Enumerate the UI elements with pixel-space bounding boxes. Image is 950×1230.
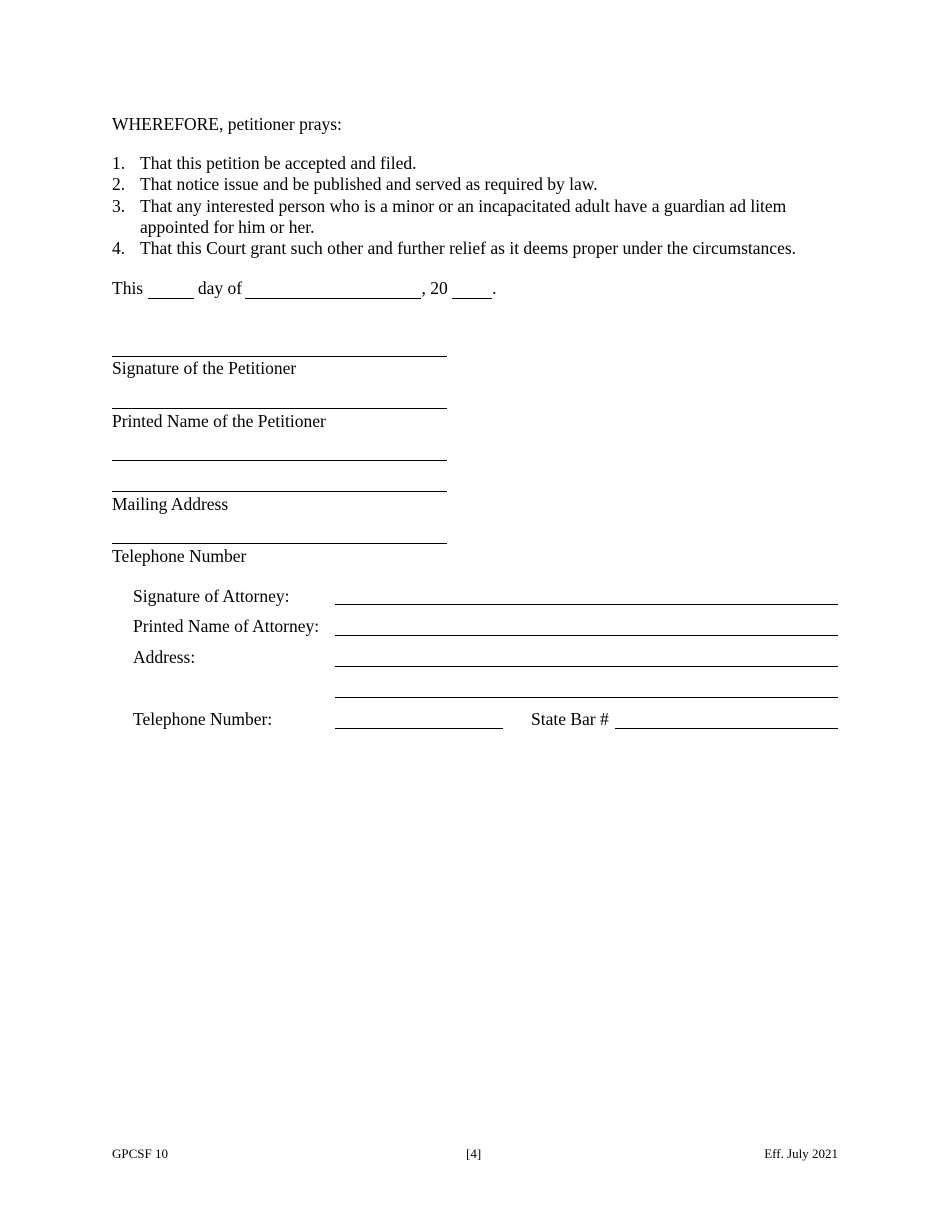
date-end: . [492, 278, 497, 298]
petitioner-address-line-1[interactable] [112, 460, 447, 461]
attorney-printed-name-line[interactable] [335, 635, 838, 636]
petitioner-printed-name-line[interactable] [112, 408, 447, 409]
date-day-of-label: day of [197, 278, 243, 298]
footer-form-id: GPCSF 10 [112, 1146, 168, 1161]
attorney-telephone-line[interactable] [335, 728, 503, 729]
day-blank[interactable] [148, 280, 194, 299]
month-blank[interactable] [245, 280, 421, 299]
petitioner-mailing-address-label: Mailing Address [112, 494, 229, 514]
petitioner-signature-label: Signature of the Petitioner [112, 358, 297, 378]
state-bar-line[interactable] [615, 728, 838, 729]
list-item-text: That this Court grant such other and further relief as it deems proper under the circumstances. [140, 238, 797, 258]
attorney-signature-label: Signature of Attorney: [133, 586, 290, 606]
footer-effective-date: Eff. July 2021 [764, 1146, 838, 1161]
date-line [112, 278, 496, 299]
date-year-prefix: , 20 [421, 278, 448, 298]
state-bar-label: State Bar # [531, 709, 609, 729]
petitioner-address-line-2[interactable] [112, 491, 447, 492]
attorney-address-line-2[interactable] [335, 697, 838, 698]
list-item-number: 3. [112, 196, 126, 216]
petitioner-telephone-label: Telephone Number [112, 546, 247, 566]
list-item-number: 1. [112, 153, 126, 173]
list-item-text: That notice issue and be published and served as required by law. [140, 174, 598, 194]
list-item-number: 4. [112, 238, 126, 258]
list-item-text-continued: appointed for him or her. [140, 217, 315, 237]
attorney-signature-line[interactable] [335, 604, 838, 605]
attorney-telephone-label: Telephone Number: [133, 709, 273, 729]
footer-page-number: [4] [466, 1146, 482, 1161]
attorney-address-line-1[interactable] [335, 666, 838, 667]
list-item-text: That any interested person who is a minor or an incapacitated adult have a guardian ad litem [140, 196, 787, 216]
attorney-printed-name-label: Printed Name of Attorney: [133, 616, 320, 636]
petitioner-printed-name-label: Printed Name of the Petitioner [112, 411, 326, 431]
prayer-intro: WHEREFORE, petitioner prays: [112, 114, 342, 134]
year-blank[interactable] [452, 280, 492, 299]
petitioner-signature-line[interactable] [112, 356, 447, 357]
petitioner-telephone-line[interactable] [112, 543, 447, 544]
list-item-text: That this petition be accepted and filed. [140, 153, 417, 173]
list-item-number: 2. [112, 174, 126, 194]
attorney-address-label: Address: [133, 647, 196, 667]
date-this-label: This [112, 278, 144, 298]
